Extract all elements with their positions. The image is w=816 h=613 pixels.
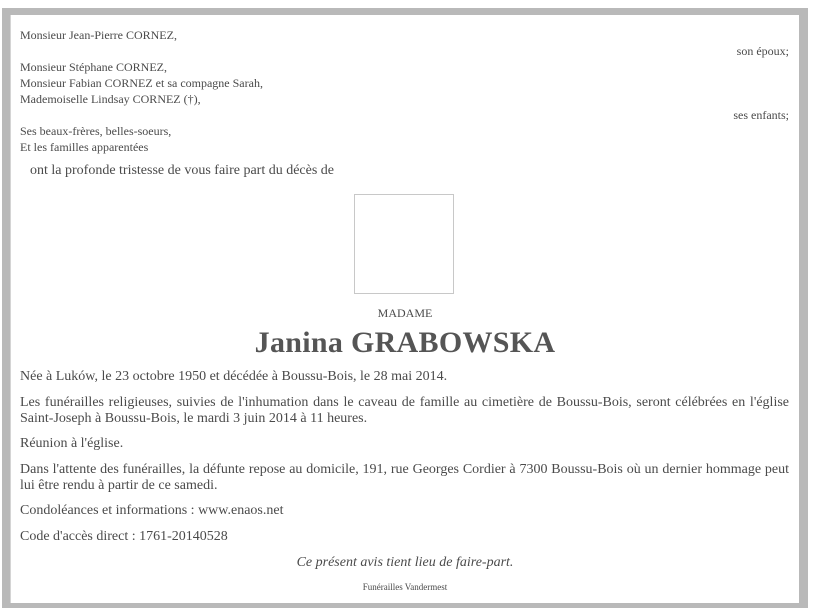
relatives-line-1: Ses beaux-frères, belles-soeurs, — [20, 124, 172, 138]
deceased-name: Janina GRABOWSKA — [254, 326, 556, 359]
spouse-role: son époux; — [736, 44, 789, 58]
announcement: ont la profonde tristesse de vous faire part du décès de — [30, 163, 335, 178]
deceased-photo — [354, 194, 454, 294]
birth-death-paragraph: Née à Luków, le 23 octobre 1950 et décédée à Boussu-Bois, le 28 mai 2014. — [20, 369, 448, 384]
relatives-line-2: Et les familles apparentées — [20, 140, 149, 154]
child-2: Monsieur Fabian CORNEZ et sa compagne Sarah, — [20, 76, 263, 90]
condolences-paragraph: Condoléances et informations : www.enaos.net — [20, 503, 284, 518]
funeral-paragraph: Les funérailles religieuses, suivies de l'inhumation dans le caveau de famille au cimetière de Boussu-Bois, seront célébrées en l'église Saint-Joseph à Boussu-Bois, le mardi 3 juin 2014 à 11 heures. — [20, 395, 789, 426]
deceased-title: MADAME — [377, 306, 433, 320]
death-notice — [10, 15, 799, 603]
repose-paragraph: Dans l'attente des funérailles, la défunte repose au domicile, 191, rue Georges Cordier à 7300 Boussu-Bois où un dernier hommage peut lui être rendu à partir de ce samedi. — [20, 462, 789, 493]
children-role: ses enfants; — [733, 108, 789, 122]
child-1: Monsieur Stéphane CORNEZ, — [20, 60, 167, 74]
undertaker-name: Funérailles Vandermest — [362, 582, 448, 592]
notice-line: Ce présent avis tient lieu de faire-part. — [296, 555, 514, 570]
access-code-paragraph: Code d'accès direct : 1761-20140528 — [20, 529, 228, 544]
spouse-name: Monsieur Jean-Pierre CORNEZ, — [20, 28, 177, 42]
meeting-paragraph: Réunion à l'église. — [20, 436, 124, 451]
child-3: Mademoiselle Lindsay CORNEZ (†), — [20, 92, 201, 106]
